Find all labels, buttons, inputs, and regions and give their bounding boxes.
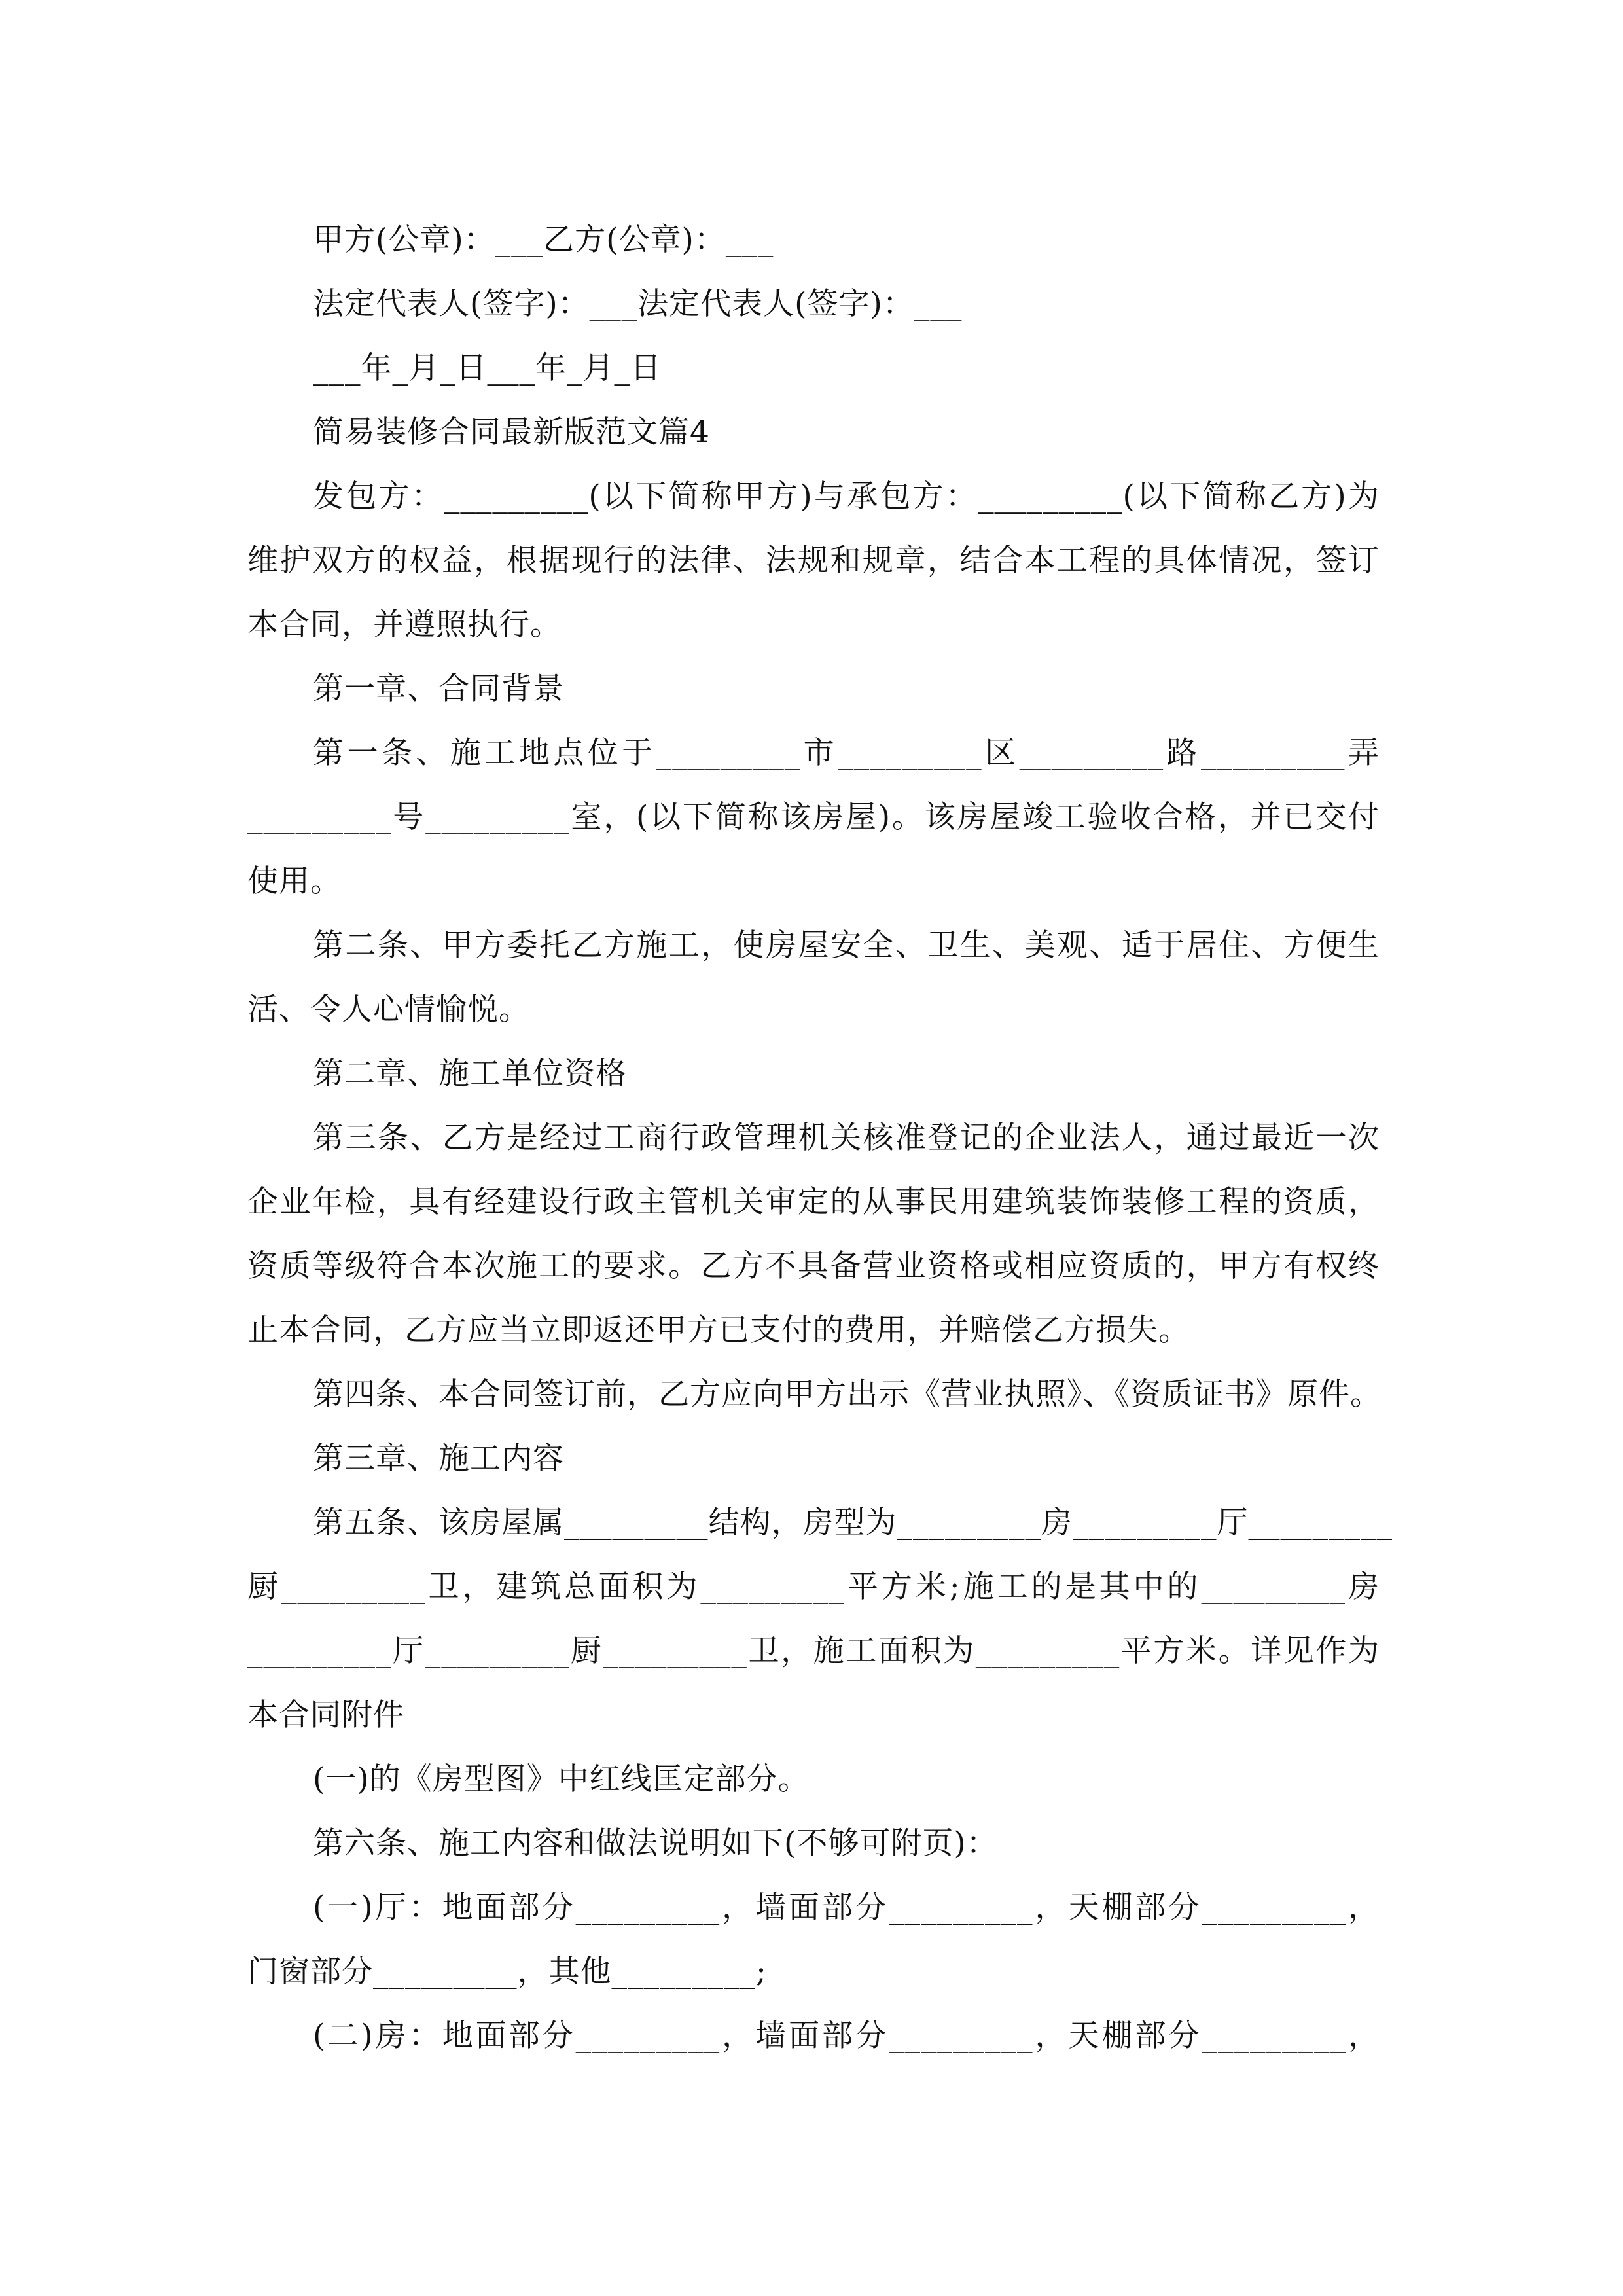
paragraph-line: (一)厅：地面部分_________，墙面部分_________，天棚部分_________， [313,1890,1380,1926]
paragraph-line: 第五条、该房屋属_________结构，房型为_________房_________厅_________ [313,1505,1393,1541]
signature-representative-line: 法定代表人(签字)：___法定代表人(签字)：___ [313,286,963,322]
paragraph-line: 维护双方的权益，根据现行的法律、法规和规章，结合本工程的具体情况，签订 [247,543,1380,579]
paragraph-line: _________厅_________厨_________卫，施工面积为_________平方米。详见作为 [247,1633,1380,1669]
paragraph-line: 第三条、乙方是经过工商行政管理机关核准登记的企业法人，通过最近一次 [313,1120,1380,1156]
paragraph-line: 门窗部分_________，其他_________; [247,1954,767,1990]
chapter-heading: 第三章、施工内容 [313,1441,564,1477]
section-title: 简易装修合同最新版范文篇4 [313,414,710,450]
paragraph-line: _________号_________室，(以下简称该房屋)。该房屋竣工验收合格，并已交付 [247,799,1380,835]
paragraph-line: 第六条、施工内容和做法说明如下(不够可附页)： [313,1825,998,1861]
paragraph-line: 第一条、施工地点位于_________市_________区_________路_________弄 [313,735,1380,771]
signature-date-line: ___年_月_日___年_月_日 [313,350,662,386]
signature-seal-line: 甲方(公章)：___乙方(公章)：___ [313,222,774,258]
paragraph-line: 本合同附件 [247,1697,404,1733]
paragraph-line: 厨_________卫，建筑总面积为_________平方米;施工的是其中的_________房 [247,1569,1380,1605]
chapter-heading: 第一章、合同背景 [313,671,564,707]
paragraph-line: (一)的《房型图》中红线匡定部分。 [313,1761,810,1797]
paragraph-line: 资质等级符合本次施工的要求。乙方不具备营业资格或相应资质的，甲方有权终 [247,1248,1380,1284]
paragraph-line: 第二条、甲方委托乙方施工，使房屋安全、卫生、美观、适于居住、方便生 [313,927,1380,963]
paragraph-line: 本合同，并遵照执行。 [247,607,562,643]
document-body [247,208,1393,2068]
chapter-heading: 第二章、施工单位资格 [313,1056,627,1092]
paragraph-line: 发包方：_________(以下简称甲方)与承包方：_________(以下简称乙方)为 [313,478,1380,514]
paragraph-line: 第四条、本合同签订前，乙方应向甲方出示《营业执照》、《资质证书》原件。 [313,1376,1382,1412]
paragraph-line: 使用。 [247,863,342,899]
paragraph-line: (二)房：地面部分_________，墙面部分_________，天棚部分_________， [313,2018,1380,2054]
paragraph-line: 企业年检，具有经建设行政主管机关审定的从事民用建筑装饰装修工程的资质， [247,1184,1380,1220]
paragraph-line: 止本合同，乙方应当立即返还甲方已支付的费用，并赔偿乙方损失。 [247,1312,1190,1348]
paragraph-line: 活、令人心情愉悦。 [247,992,530,1028]
